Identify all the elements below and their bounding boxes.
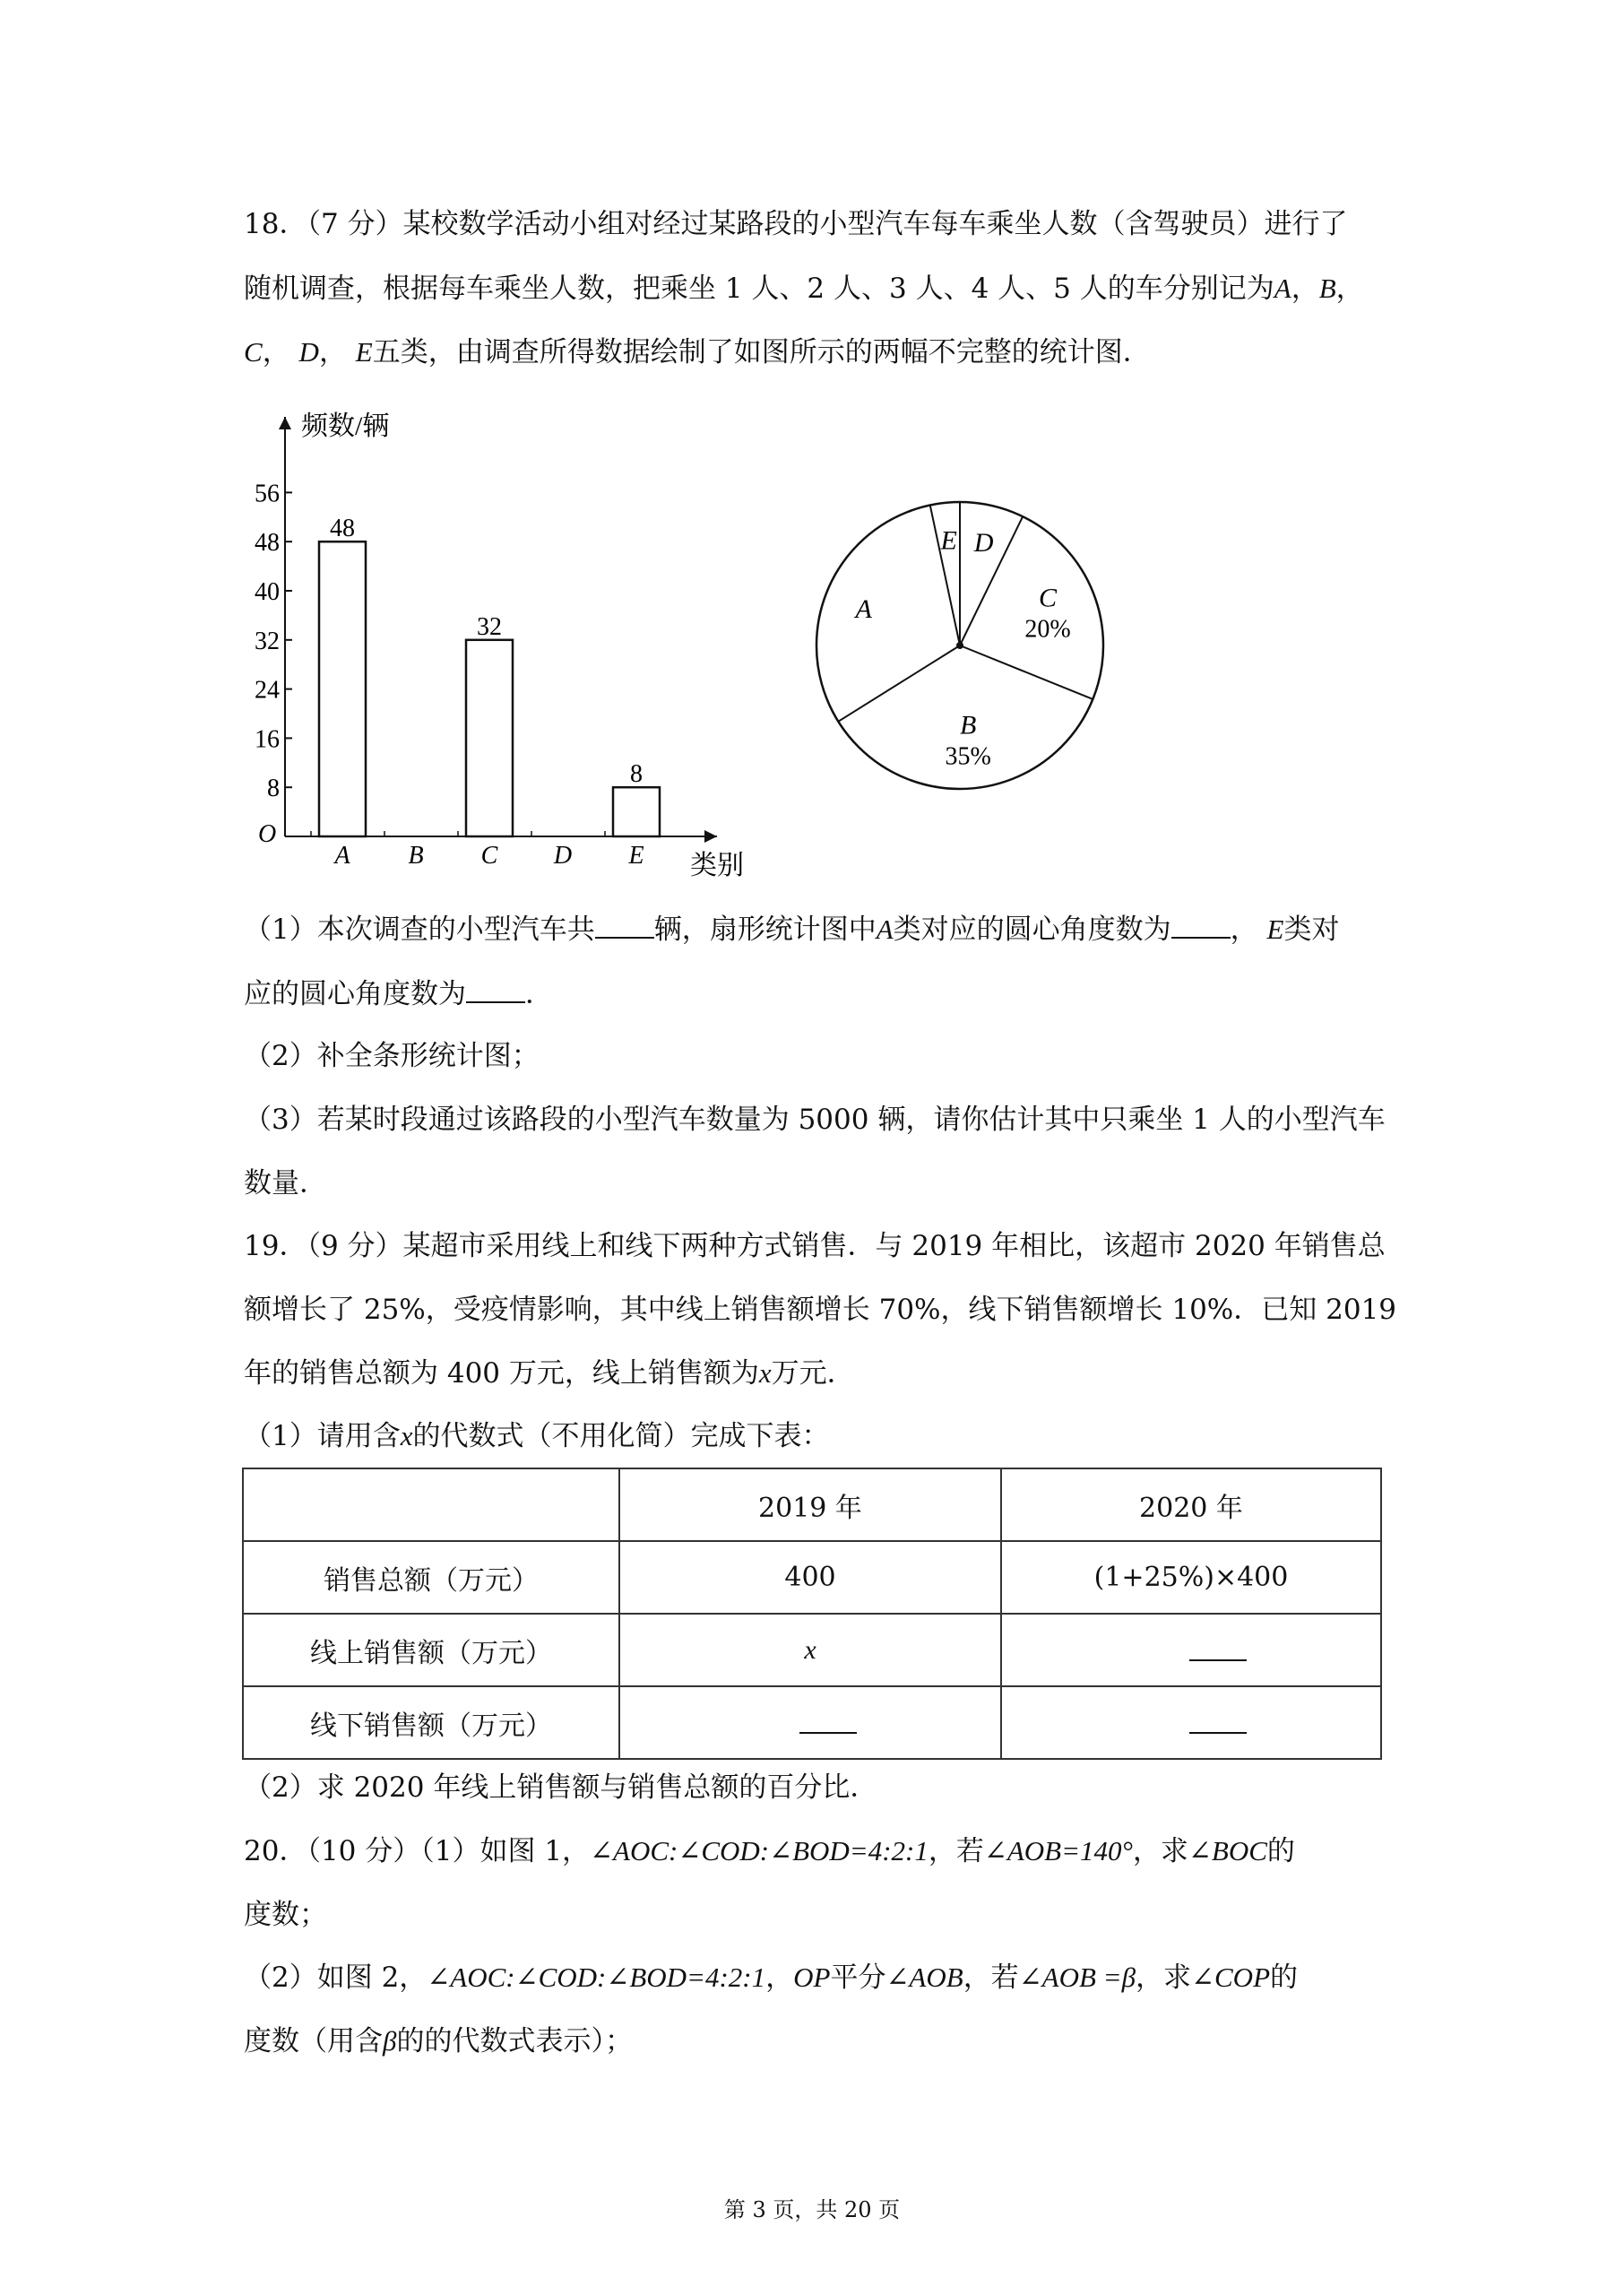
y-tick-label: 56 bbox=[255, 480, 280, 508]
bar-chart bbox=[242, 399, 780, 883]
q18-sub1-var: A bbox=[876, 914, 894, 945]
origin-label: O bbox=[258, 820, 277, 848]
q18-line1: 18．（7 分）某校数学活动小组对经过某路段的小型汽车每车乘坐人数（含驾驶员）进行了 bbox=[244, 208, 1348, 240]
q20-sub2-line2-a: 度数（用含 bbox=[244, 2025, 383, 2057]
q18-sub1-var2: E bbox=[1266, 914, 1284, 945]
x-tick-label: A bbox=[334, 842, 350, 870]
q20-sub2-aob: ∠AOB bbox=[885, 1962, 963, 1993]
q18-sub1-a: （1）本次调查的小型汽车共 bbox=[244, 914, 595, 946]
table-row bbox=[243, 1614, 1381, 1686]
q18-var-e: E bbox=[355, 336, 373, 368]
sales-table bbox=[242, 1468, 1382, 1760]
q18-sub3-line1: （3）若某时段通过该路段的小型汽车数量为 5000 辆，请你估计其中只乘坐 1 人的小型汽车 bbox=[244, 1104, 1386, 1136]
y-tick-label: 8 bbox=[267, 775, 280, 803]
bar bbox=[613, 787, 660, 836]
q20-line1-d: 的 bbox=[1266, 1835, 1295, 1867]
q18-var-d: D bbox=[298, 336, 319, 368]
q18-sub1-line2-text: 应的圆心角度数为 bbox=[244, 978, 466, 1010]
x-tick-label: C bbox=[480, 842, 498, 870]
pie-slice-label: D bbox=[973, 528, 994, 559]
q19-sub1-a: （1）请用含 bbox=[244, 1420, 401, 1452]
q18-var-c: C bbox=[244, 336, 263, 368]
q19-line2: 额增长了 25%，受疫情影响，其中线上销售额增长 70%，线下销售额增长 10%．已知 2019 bbox=[244, 1294, 1397, 1326]
table-header-cell bbox=[243, 1468, 619, 1541]
answer-blank[interactable] bbox=[1171, 910, 1231, 939]
q18-sub1-b: 辆，扇形统计图中 bbox=[653, 914, 877, 946]
q20-sub2-cop: ∠COP bbox=[1191, 1962, 1271, 1993]
cell-2019: x bbox=[619, 1614, 1001, 1686]
q20-line1-c: ，求 bbox=[1132, 1835, 1188, 1867]
q20-ratio: ∠AOC:∠COD:∠BOD=4:2:1 bbox=[590, 1835, 929, 1866]
q19-sub1-var: x bbox=[400, 1420, 413, 1451]
pie-slice-label: B bbox=[959, 710, 977, 740]
pie-slice-percent: 35% bbox=[945, 742, 991, 771]
q18-line2: 随机调查，根据每车乘坐人数，把乘坐 1 人、2 人、3 人、4 人、5 人的车分别记为A，B， bbox=[244, 273, 1364, 305]
q20-line1-b: ，若 bbox=[928, 1835, 984, 1867]
x-tick-label: E bbox=[628, 842, 644, 870]
q19-sub2: （2）求 2020 年线上销售额与销售总额的百分比． bbox=[244, 1771, 878, 1804]
cell-2020: (1+25%)×400 bbox=[1001, 1541, 1381, 1614]
answer-blank[interactable] bbox=[1189, 1632, 1247, 1661]
q20-beta: β bbox=[383, 2025, 397, 2057]
q18-sub1-line1: （1）本次调查的小型汽车共 辆，扇形统计图中A类对应的圆心角度数为 ， E类对 bbox=[244, 910, 1382, 948]
bar bbox=[466, 640, 513, 836]
y-tick-label: 24 bbox=[255, 676, 280, 705]
y-tick-label: 16 bbox=[255, 725, 280, 754]
bar-value-label: 48 bbox=[330, 515, 355, 543]
table-header-row bbox=[243, 1468, 1381, 1541]
table-header-cell: 2019 年 bbox=[619, 1468, 1001, 1541]
q20-sub2-line2 bbox=[244, 2023, 1382, 2059]
q20-sub2-line1 bbox=[244, 1960, 1382, 1996]
q19-line3-a: 年的销售总额为 400 万元，线上销售额为 bbox=[244, 1357, 759, 1390]
page-footer: 第 3 页，共 20 页 bbox=[723, 2197, 901, 2222]
q18-line2-text: 随机调查，根据每车乘坐人数，把乘坐 1 人、2 人、3 人、4 人、5 人的车分别记为 bbox=[244, 273, 1274, 305]
y-axis-arrow bbox=[279, 417, 291, 429]
q19-sub1-b: 的代数式（不用化简）完成下表： bbox=[412, 1420, 830, 1452]
answer-blank[interactable] bbox=[595, 910, 654, 939]
q19-sub1 bbox=[244, 1418, 1382, 1454]
pie-slice-percent: 20% bbox=[1024, 615, 1071, 644]
q18-sub1-c: 类对应的圆心角度数为 bbox=[893, 914, 1171, 946]
q19-line3-b: 万元． bbox=[771, 1357, 855, 1390]
cell-2019: 400 bbox=[619, 1541, 1001, 1614]
q20-sub2-f: 的 bbox=[1270, 1962, 1299, 1994]
q20-sub2-a: （2）如图 2， bbox=[244, 1962, 428, 1994]
bar-value-label: 8 bbox=[630, 760, 643, 789]
q19-line1: 19．（9 分）某超市采用线上和线下两种方式销售．与 2019 年相比，该超市 2020 年销售总 bbox=[244, 1230, 1386, 1262]
pie-slice-label: E bbox=[940, 525, 957, 556]
q20-sub2-c: 平分 bbox=[830, 1962, 886, 1994]
q20-line1 bbox=[244, 1833, 1382, 1869]
q18-sub2: （2）补全条形统计图； bbox=[244, 1040, 540, 1072]
q18-line3-text: 五类，由调查所得数据绘制了如图所示的两幅不完整的统计图． bbox=[372, 336, 1151, 368]
pie-slice-label: A bbox=[855, 593, 872, 624]
y-tick-label: 48 bbox=[255, 529, 280, 558]
q20-sub2-b: ， bbox=[765, 1962, 794, 1994]
q18-var-b: B bbox=[1318, 273, 1336, 304]
q20-sub2-op: OP bbox=[793, 1962, 831, 1993]
q18-line3: C， D， E五类，由调查所得数据绘制了如图所示的两幅不完整的统计图． bbox=[244, 336, 1151, 368]
cell-2020 bbox=[1001, 1614, 1381, 1686]
row-label: 线上销售额（万元） bbox=[243, 1614, 619, 1686]
q19-line3 bbox=[244, 1355, 1382, 1391]
q20-sub2-line2-b: 的的代数式表示）； bbox=[396, 2025, 633, 2057]
q20-angle-boc: ∠BOC bbox=[1188, 1835, 1267, 1866]
x-tick-label: B bbox=[408, 842, 424, 870]
bar-value-label: 32 bbox=[477, 612, 502, 641]
row-label: 销售总额（万元） bbox=[243, 1541, 619, 1614]
q20-angle-aob: ∠AOB=140° bbox=[983, 1835, 1133, 1866]
pie-chart bbox=[802, 484, 1125, 807]
answer-blank[interactable] bbox=[466, 974, 525, 1003]
pie-center bbox=[956, 642, 963, 649]
q19-var-x: x bbox=[758, 1357, 772, 1389]
x-tick-label: D bbox=[553, 842, 573, 870]
q18-var-a: A bbox=[1274, 273, 1291, 304]
q18-sub1-d: 类对 bbox=[1283, 914, 1340, 946]
q20-sub2-ratio: ∠AOC:∠COD:∠BOD=4:2:1 bbox=[427, 1962, 766, 1993]
bar bbox=[319, 541, 366, 836]
y-tick-label: 32 bbox=[255, 627, 280, 655]
x-axis-arrow bbox=[704, 830, 717, 843]
q20-sub2-e: ，求 bbox=[1136, 1962, 1192, 1994]
cell-2019 bbox=[619, 1686, 1001, 1759]
q20-sub2-d: ，若 bbox=[963, 1962, 1019, 1994]
cell-2020 bbox=[1001, 1686, 1381, 1759]
q20-line2: 度数； bbox=[244, 1899, 327, 1931]
table-row bbox=[243, 1541, 1381, 1614]
y-axis-label: 频数/辆 bbox=[301, 411, 390, 441]
row-label: 线下销售额（万元） bbox=[243, 1686, 619, 1759]
q20-line1-a: 20．（10 分）（1）如图 1， bbox=[244, 1835, 591, 1867]
pie-slice-label: C bbox=[1039, 583, 1058, 613]
q18-sub3-line2: 数量． bbox=[244, 1167, 327, 1199]
table-header-cell: 2020 年 bbox=[1001, 1468, 1381, 1541]
answer-blank[interactable] bbox=[1189, 1705, 1247, 1734]
q20-sub2-beta-eq: ∠AOB =β bbox=[1018, 1962, 1136, 1993]
x-axis-label: 类别 bbox=[690, 851, 744, 880]
q18-sub1-line2: 应的圆心角度数为 ． bbox=[244, 974, 1382, 1012]
y-tick-label: 40 bbox=[255, 578, 280, 606]
answer-blank[interactable] bbox=[799, 1705, 857, 1734]
table-row bbox=[243, 1686, 1381, 1759]
